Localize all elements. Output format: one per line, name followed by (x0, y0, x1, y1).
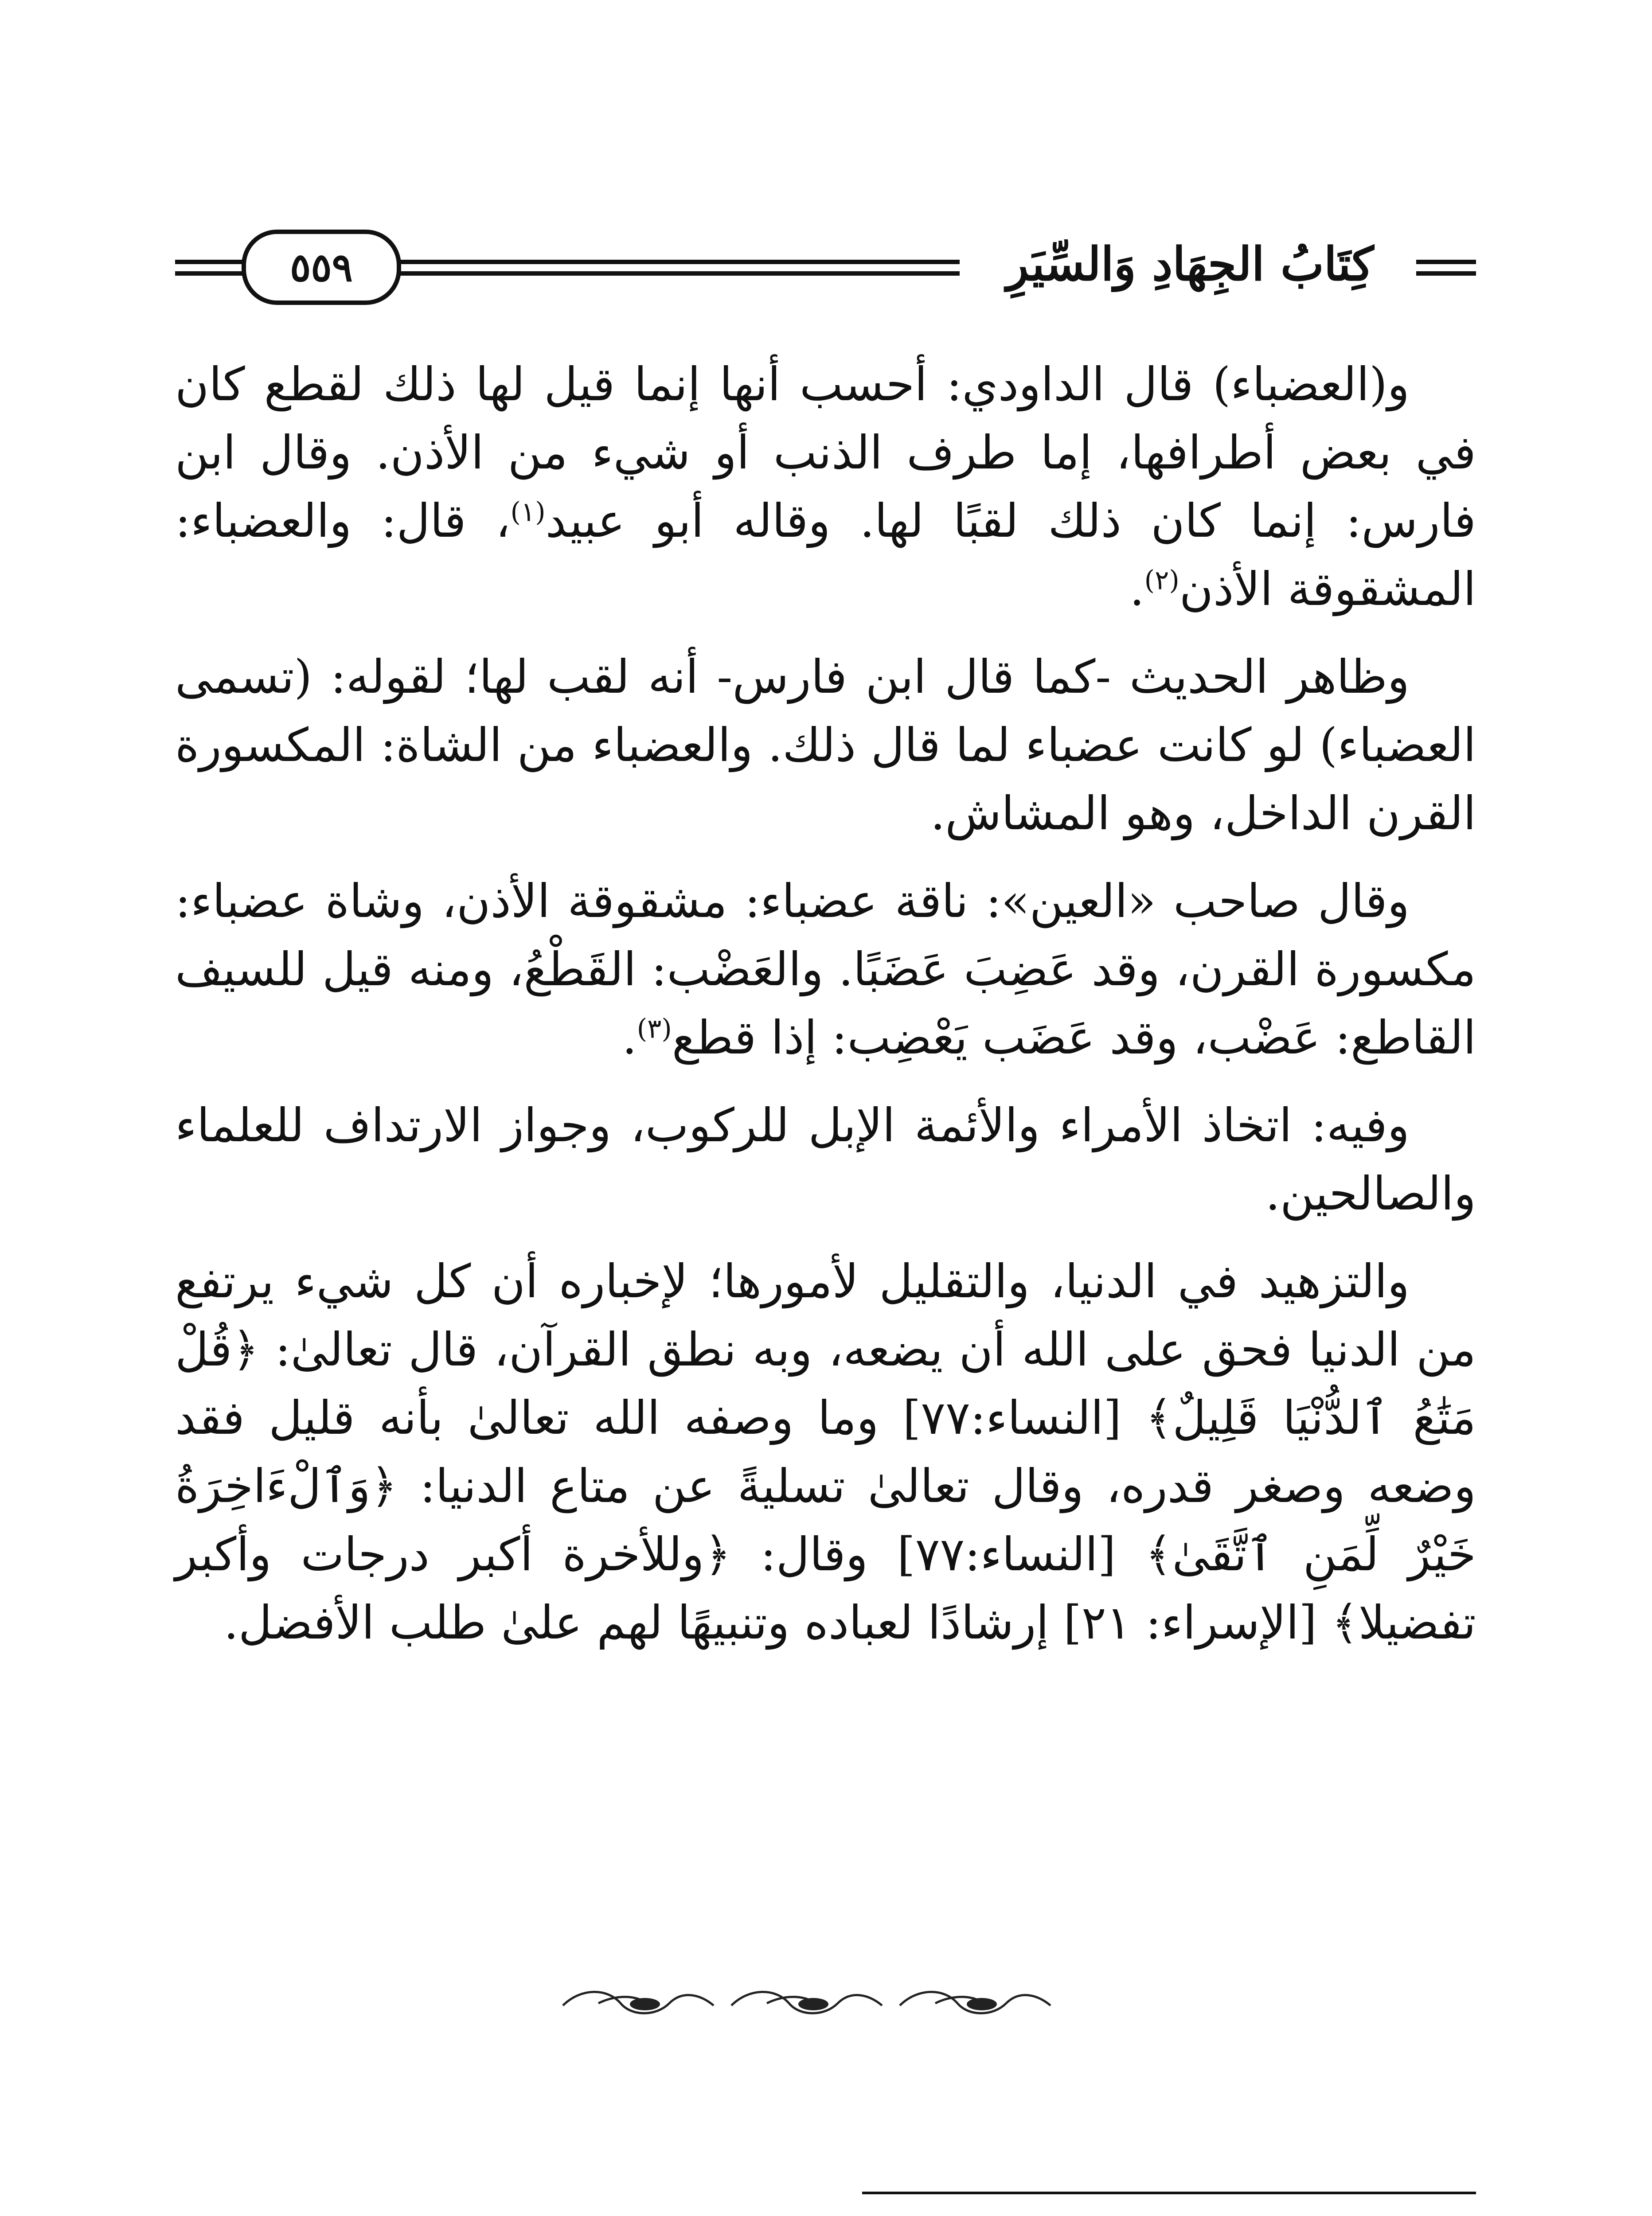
paragraph-text: و(العضباء) قال الداودي: أحسب أنها إنما قيل لها ذلك لقطع كان في بعض أطرافها، إما طرف الذنب أو شيء من الأذن. وقال ابن فارس: إنما كان ذلك لقبًا لها. وقاله أبو عبيد (175, 357, 1476, 548)
running-header (175, 217, 1476, 306)
footnote-separator (862, 2192, 1476, 2194)
header-rule (383, 271, 960, 276)
header-rule (383, 260, 960, 264)
paragraph-text: وقال صاحب «العين»: ناقة عضباء: مشقوقة الأذن، وشاة عضباء: مكسورة القرن، وقد عَضِبَ عَضَبًا. والعَضْب: القَطْعُ، ومنه قيل للسيف القاطع: عَضْب، وقد عَضَب يَعْضِب: إذا قطع (175, 874, 1476, 1065)
paragraph-1 (175, 350, 1476, 623)
header-rule (1416, 260, 1476, 264)
paragraph-3 (175, 867, 1476, 1072)
paragraph-4: وفيه: اتخاذ الأمراء والأئمة الإبل للركوب، وجواز الارتداف للعلماء والصالحين. (175, 1098, 1476, 1221)
header-rule (1416, 271, 1476, 276)
page-number: ٥٥٩ (242, 230, 401, 305)
footnote-ref: (٢) (1144, 565, 1179, 596)
footnote-ref: (٣) (637, 1013, 672, 1045)
paragraph-text: . (1129, 562, 1144, 616)
paragraph-5: والتزهيد في الدنيا، والتقليل لأمورها؛ لإخباره أن كل شيء يرتفع من الدنيا فحق على الله أن يضعه، وبه نطق القرآن، قال تعالىٰ: ﴿قُلْ مَتَٰعُ ٱلدُّنْيَا قَلِيلٌ﴾ [النساء:٧٧] وما وصفه الله تعالىٰ بأنه قليل فقد وضعه وصغر قدره، وقال تعالىٰ تسليةً عن متاع الدنيا: ﴿وَٱلْءَاخِرَةُ خَيْرٌ لِّمَنِ ٱتَّقَىٰ﴾ [النساء:٧٧] وقال: ﴿وللأخرة أكبر درجات وأكبر تفضيلا﴾ [الإسراء: ٢١] إرشادًا لعباده وتنبيهًا لهم علىٰ طلب الأفضل. (175, 1254, 1476, 1650)
paragraph-text: . (622, 1010, 637, 1065)
header-rule (175, 260, 250, 264)
header-rule (175, 271, 250, 276)
main-text (175, 350, 1476, 1676)
paragraph-2: وظاهر الحديث -كما قال ابن فارس- أنه لقب لها؛ لقوله: (تسمى العضباء) لو كانت عضباء لما قال ذلك. والعضباء من الشاة: المكسورة القرن الداخل، وهو المشاش. (175, 650, 1476, 840)
book-title: كِتَابُ الجِهَادِ وَالسِّيَرِ (1006, 236, 1374, 291)
section-divider-ornament (554, 1981, 1059, 2025)
paragraph-text: ، قال: والعضباء: المشقوقة الأذن (175, 494, 1476, 616)
footnote-ref: (١) (510, 496, 546, 528)
